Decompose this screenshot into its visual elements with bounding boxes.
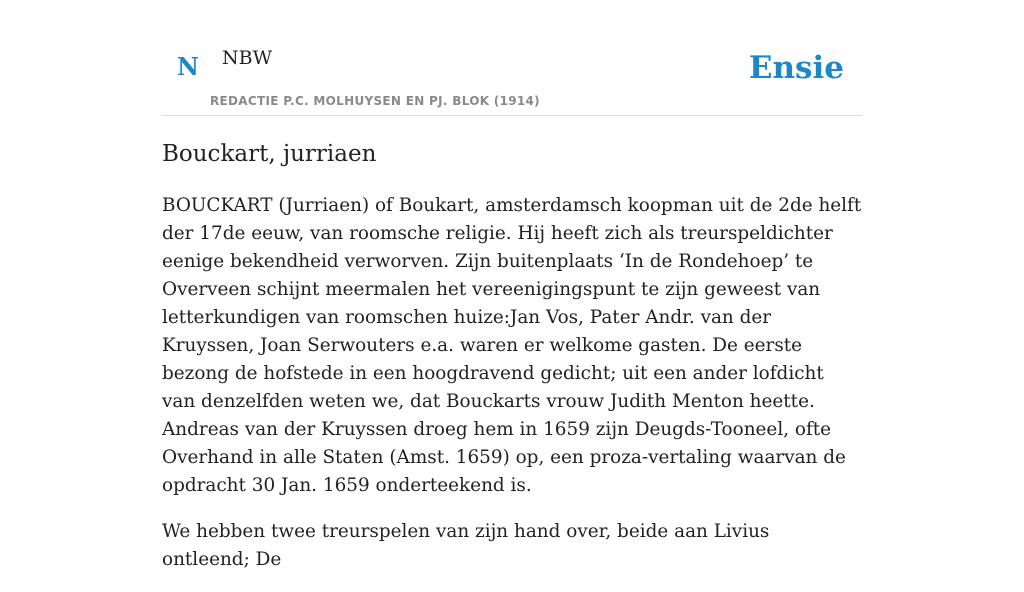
article-body bbox=[162, 192, 862, 592]
source-logo[interactable]: N bbox=[177, 52, 199, 81]
article-header bbox=[162, 0, 862, 116]
source-subtitle: REDACTIE P.C. MOLHUYSEN EN PJ. BLOK (1914) bbox=[210, 94, 540, 108]
source-name[interactable]: NBW bbox=[222, 47, 273, 69]
brand-logo[interactable]: Ensie bbox=[748, 50, 844, 86]
article-card bbox=[162, 0, 862, 570]
article-title: Bouckart, jurriaen bbox=[162, 141, 377, 167]
article-paragraph: We hebben twee treurspelen van zijn hand over, beide aan Livius ontleend; De bbox=[162, 521, 770, 570]
article-paragraph: BOUCKART (Jurriaen) of Boukart, amsterdamsch koopman uit de 2de helft der 17de eeuw, van roomsche religie. Hij heeft zich als treurspeldichter eenige bekendheid verworven. Zijn buitenplaats ‘In de Rondehoep’ te Overveen schijnt meermalen het vereenigingspunt te zijn geweest van letterkundigen van roomschen huize:Jan Vos, Pater Andr. van der Kruyssen, Joan Serwouters e.a. waren er welkome gasten. De eerste bezong de hofstede in een hoogdravend gedicht; uit een ander lofdicht van denzelfden weten we, dat Bouckarts vrouw Judith Menton heette. Andreas van der Kruyssen droeg hem in 1659 zijn Deugds-Tooneel, ofte Overhand in alle Staten (Amst. 1659) op, een proza-vertaling waarvan de opdracht 30 Jan. 1659 onderteekend is. bbox=[162, 195, 862, 496]
